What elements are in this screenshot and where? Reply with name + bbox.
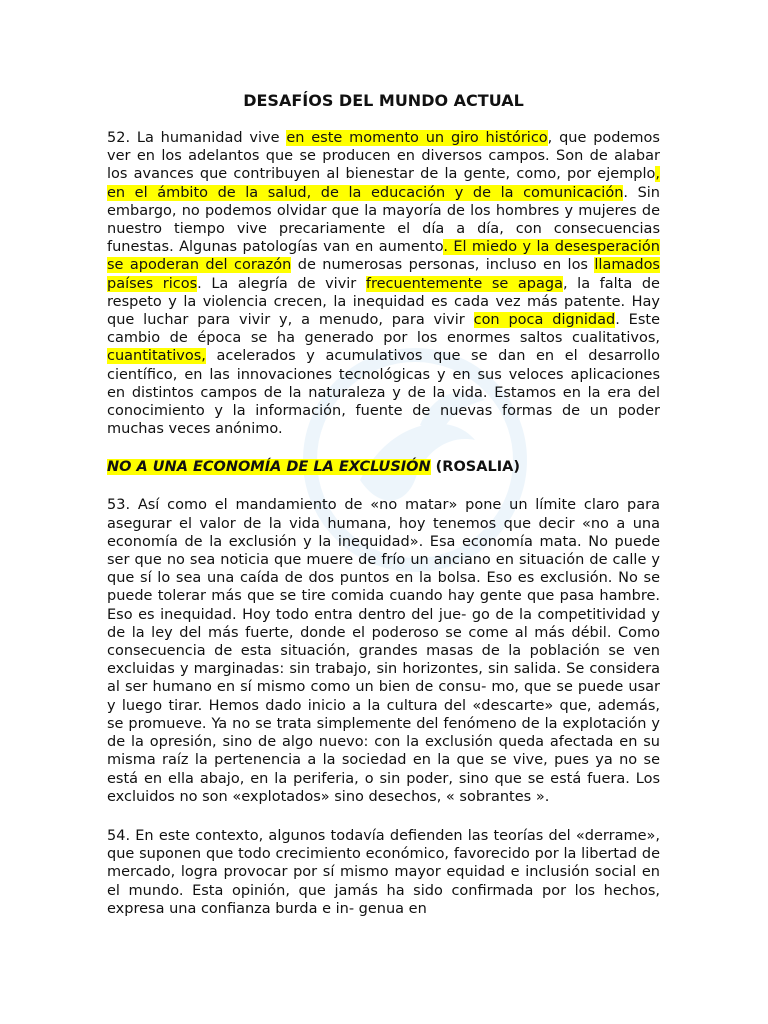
section-title: NO A UNA ECONOMÍA DE LA EXCLUSIÓN bbox=[107, 459, 431, 476]
paragraph-text: . Sin embargo, no podemos olvidar que la mayoría de los hombres y mujeres de nuestro tiempo vive precariamente el día a día, con consecuencias funestas. Algunas patologías van en aumento bbox=[107, 184, 660, 256]
highlighted-text: llamados países ricos bbox=[107, 257, 660, 292]
paragraph-text: de numerosas personas, incluso en los bbox=[291, 257, 595, 274]
paragraph-text: , la falta de respeto y la violencia crecen, la inequidad es cada vez más patente. Hay que luchar para vivir y, a menudo, para vivir bbox=[107, 275, 660, 329]
paragraph-text: . La alegría de vivir bbox=[197, 275, 366, 292]
document-page bbox=[107, 92, 660, 918]
paragraph-spacer bbox=[107, 806, 660, 827]
highlighted-text: . El miedo y la desesperación se apoderan del corazón bbox=[107, 239, 660, 274]
paragraph-52 bbox=[107, 129, 660, 438]
paragraph-text: . Este cambio de época se ha generado por los enormes saltos cualitativos, bbox=[107, 312, 660, 347]
highlighted-text: , en el ámbito de la salud, de la educación y de la comunicación bbox=[107, 166, 660, 201]
paragraph-text: , que podemos ver en los adelantos que se producen en diversos campos. Son de alabar los avances que contribuyen al bienestar de la gente, como, por ejemplo bbox=[107, 130, 660, 183]
paragraph-54: 54. En este contexto, algunos todavía defienden las teorías del «derrame», que suponen que todo crecimiento económico, favorecido por la libertad de mercado, logra provocar por sí mismo mayor equidad e inclusión social en el mundo. Esta opinión, que jamás ha sido confirmada por los hechos, expresa una confianza burda e in- genua en bbox=[107, 827, 660, 917]
paragraph-text: acelerados y acumulativos que se dan en el desarrollo científico, en las innovaciones tecnológicas y en sus veloces aplicaciones en distintos campos de la naturaleza y de la vida. Estamos en la era del conocimiento y la información, fuente de nuevas formas de un poder muchas veces anónimo. bbox=[107, 348, 660, 438]
highlighted-text: frecuentemente se apaga bbox=[365, 275, 563, 292]
highlighted-text: en este momento un giro histórico bbox=[286, 130, 548, 146]
highlighted-text: cuantitativos, bbox=[107, 348, 206, 365]
document-title: DESAFÍOS DEL MUNDO ACTUAL bbox=[243, 91, 524, 110]
section-heading bbox=[107, 458, 660, 476]
section-author: (ROSALIA) bbox=[430, 459, 520, 476]
paragraph-text: 52. La humanidad vive bbox=[107, 130, 287, 146]
paragraph-53: 53. Así como el mandamiento de «no matar» pone un límite claro para asegurar el valor de la vida humana, hoy tenemos que decir «no a una economía de la exclusión y la inequidad». Esa economía mata. No puede ser que no sea noticia que muere de frío un anciano en situación de calle y que sí lo sea una caída de dos puntos en la bolsa. Eso es exclusión. No se puede tolerar más que se tire comida cuando hay gente que pasa hambre. Eso es inequidad. Hoy todo entra dentro del jue- go de la competitividad y de la ley del más fuerte, donde el poderoso se come al más débil. Como consecuencia de esta situación, grandes masas de la población se ven excluidas y marginadas: sin trabajo, sin horizontes, sin salida. Se considera al ser humano en sí mismo como un bien de consu- mo, que se puede usar y luego tirar. Hemos dado inicio a la cultura del «descarte» que, además, se promueve. Ya no se trata simplemente del fenómeno de la explotación y de la opresión, sino de algo nuevo: con la exclusión queda afectada en su misma raíz la pertenencia a la sociedad en la que se vive, pues ya no se está en ella abajo, en la periferia, o sin poder, sino que se está fuera. Los excluidos no son «explotados» sino desechos, « sobrantes ». bbox=[107, 497, 660, 805]
highlighted-text: con poca dignidad bbox=[473, 312, 616, 329]
